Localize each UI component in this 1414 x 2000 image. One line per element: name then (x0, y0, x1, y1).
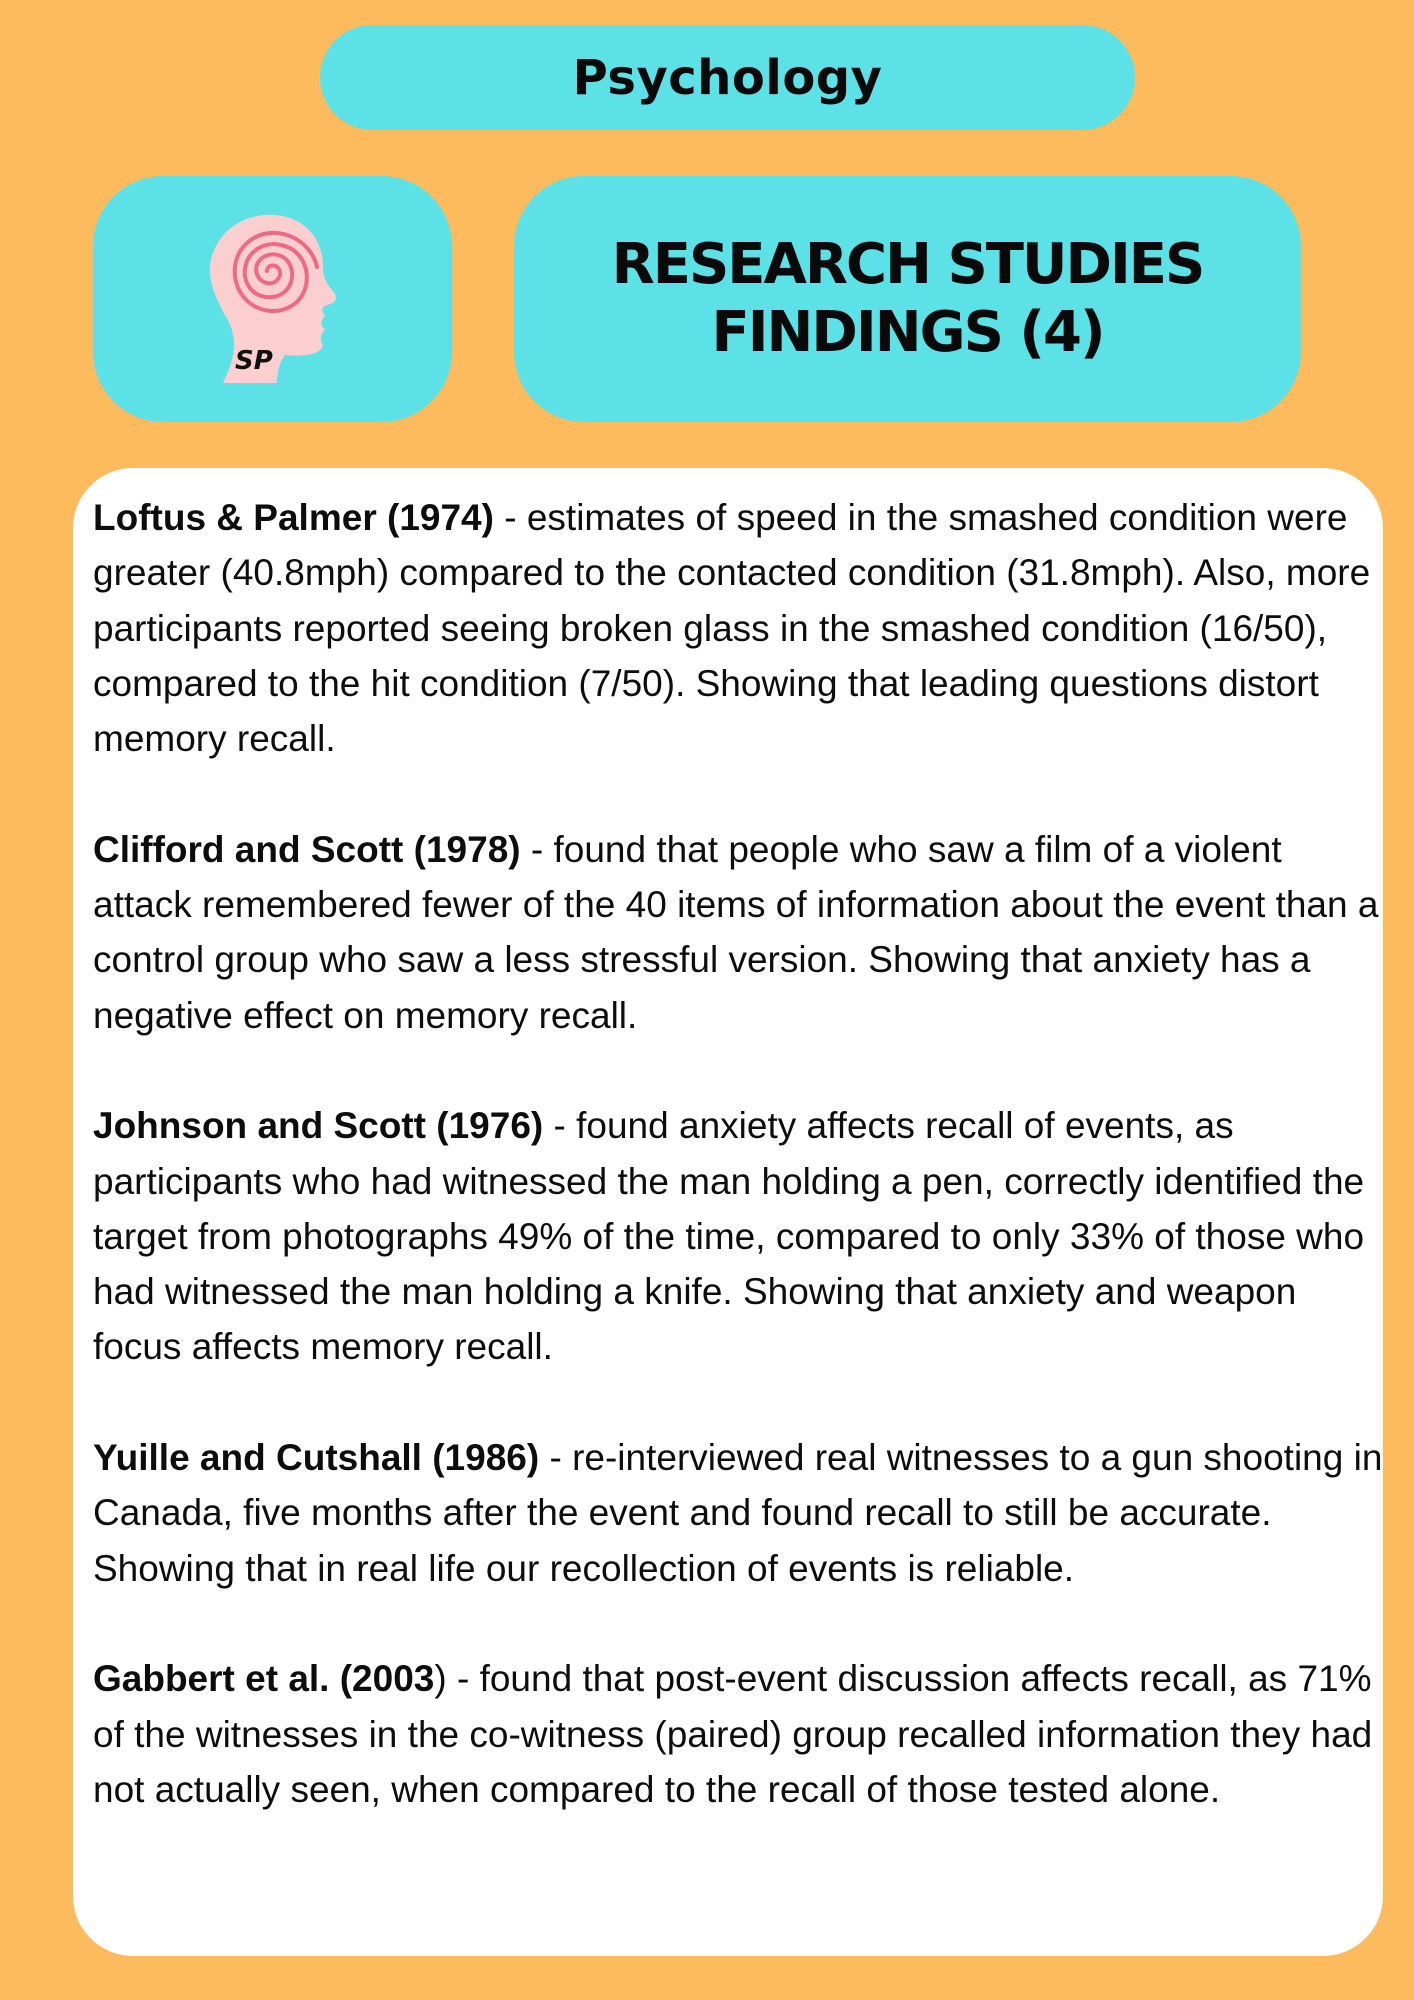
study-name: Gabbert et al. (2003 (93, 1658, 435, 1700)
study-clifford-scott (93, 822, 1383, 1043)
head-spiral-icon (203, 211, 343, 391)
page-title-line-2: FINDINGS (4) (711, 300, 1104, 365)
study-text: ) - found that post-event discussion affects recall, as 71% of the witnesses in the co-witness (paired) group recalled information they had not actually seen, when compared to the recall of those tested alone. (93, 1658, 1373, 1810)
logo-box (93, 176, 452, 422)
page-title-line-1: RESEARCH STUDIES (611, 232, 1204, 297)
subject-title: Psychology (572, 49, 883, 106)
study-text: - re-interviewed real witnesses to a gun shooting in Canada, five months after the event and found recall to still be accurate. Showing that in real life our recollection of events is reliable. (93, 1437, 1383, 1589)
study-text: - estimates of speed in the smashed condition were greater (40.8mph) compared to the contacted condition (31.8mph). Also, more participants reported seeing broken glass in the smashed condition (16/50), compared to the hit condition (7/50). Showing that leading questions distort memory recall. (93, 497, 1371, 760)
studies-list (93, 490, 1383, 1872)
study-text: - found that people who saw a film of a violent attack remembered fewer of the 40 items of information about the event than a control group who saw a less stressful version. Showing that anxiety has a negative effect on memory recall. (93, 828, 1379, 1036)
studies-card (73, 468, 1383, 1956)
study-name: Clifford and Scott (1978) (93, 828, 521, 870)
study-johnson-scott (93, 1098, 1383, 1374)
study-loftus-palmer (93, 490, 1383, 766)
study-name: Johnson and Scott (1976) (93, 1105, 544, 1147)
study-name: Loftus & Palmer (1974) (93, 497, 494, 538)
logo-initials: SP (235, 346, 273, 376)
study-yuille-cutshall (93, 1430, 1383, 1596)
subject-header (320, 25, 1135, 130)
study-text: - found anxiety affects recall of events, as participants who had witnessed the man holding a pen, correctly identified the target from photographs 49% of the time, compared to only 33% of those who had witnessed the man holding a knife. Showing that anxiety and weapon focus affects memory recall. (93, 1105, 1365, 1368)
study-name: Yuille and Cutshall (1986) (93, 1437, 540, 1479)
title-box (514, 176, 1301, 422)
study-gabbert (93, 1651, 1383, 1817)
